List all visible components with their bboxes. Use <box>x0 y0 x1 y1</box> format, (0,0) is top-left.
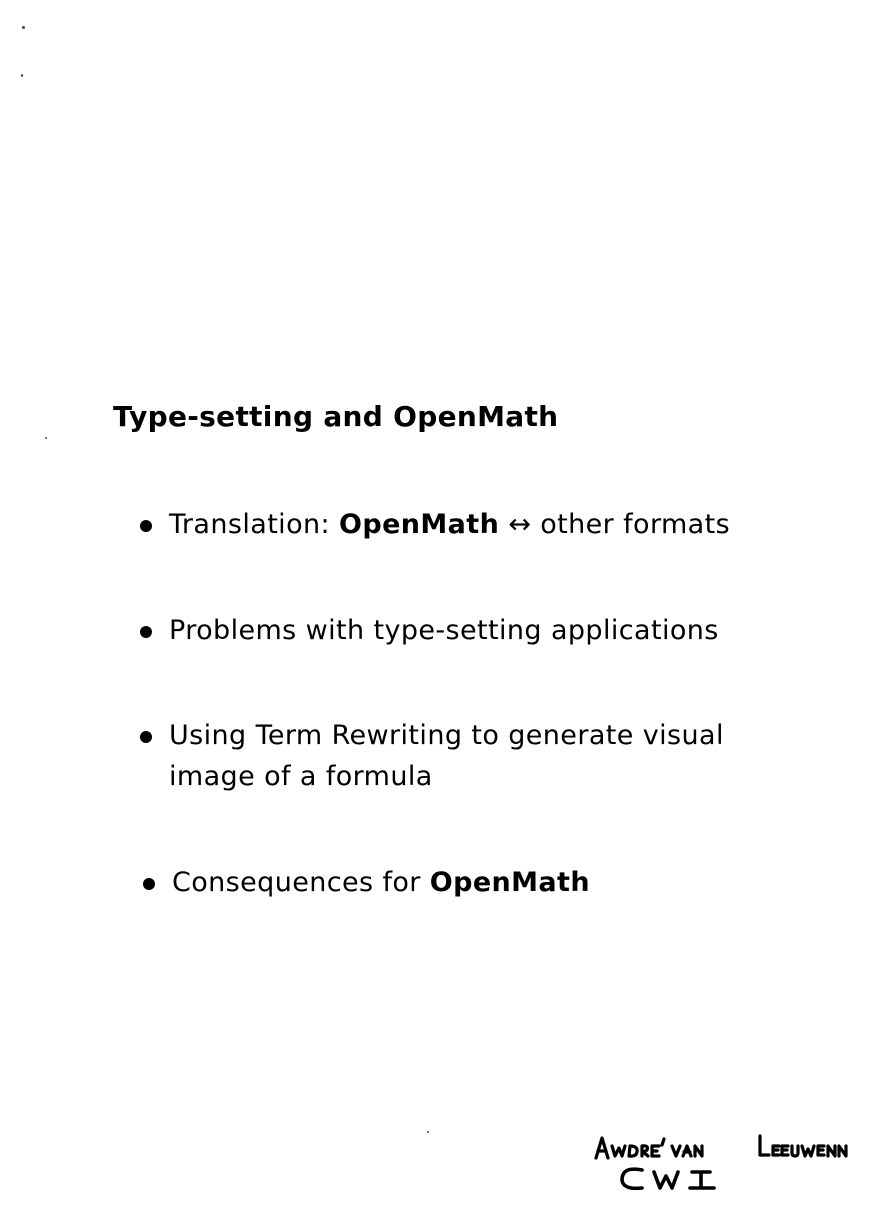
handwritten-signature <box>592 1128 872 1198</box>
bullet-text-line2: image of a formula <box>169 761 433 792</box>
scan-speck <box>22 26 25 29</box>
bullet-text: Problems with type-setting applications <box>169 615 719 646</box>
bullet-text-pre: Translation: <box>169 509 339 540</box>
bullet-text <box>172 862 590 903</box>
slide-title: Type-setting and OpenMath <box>113 400 559 433</box>
bullet-text-post: ↔ other formats <box>499 509 731 540</box>
bullet-text-bold: OpenMath <box>339 509 500 540</box>
scan-speck <box>45 437 47 439</box>
bullet-text-bold: OpenMath <box>429 867 590 898</box>
bullet-dot <box>140 731 152 743</box>
bullet-text-line1: Using Term Rewriting to generate visual <box>169 720 724 751</box>
bullet-text <box>169 715 724 797</box>
bullet-text-pre: Consequences for <box>172 867 430 898</box>
bullet-text <box>169 504 730 545</box>
scan-speck <box>427 1131 429 1133</box>
scan-speck <box>21 74 23 77</box>
bullet-dot <box>140 520 152 532</box>
bullet-dot <box>143 878 155 890</box>
bullet-dot <box>140 626 152 638</box>
